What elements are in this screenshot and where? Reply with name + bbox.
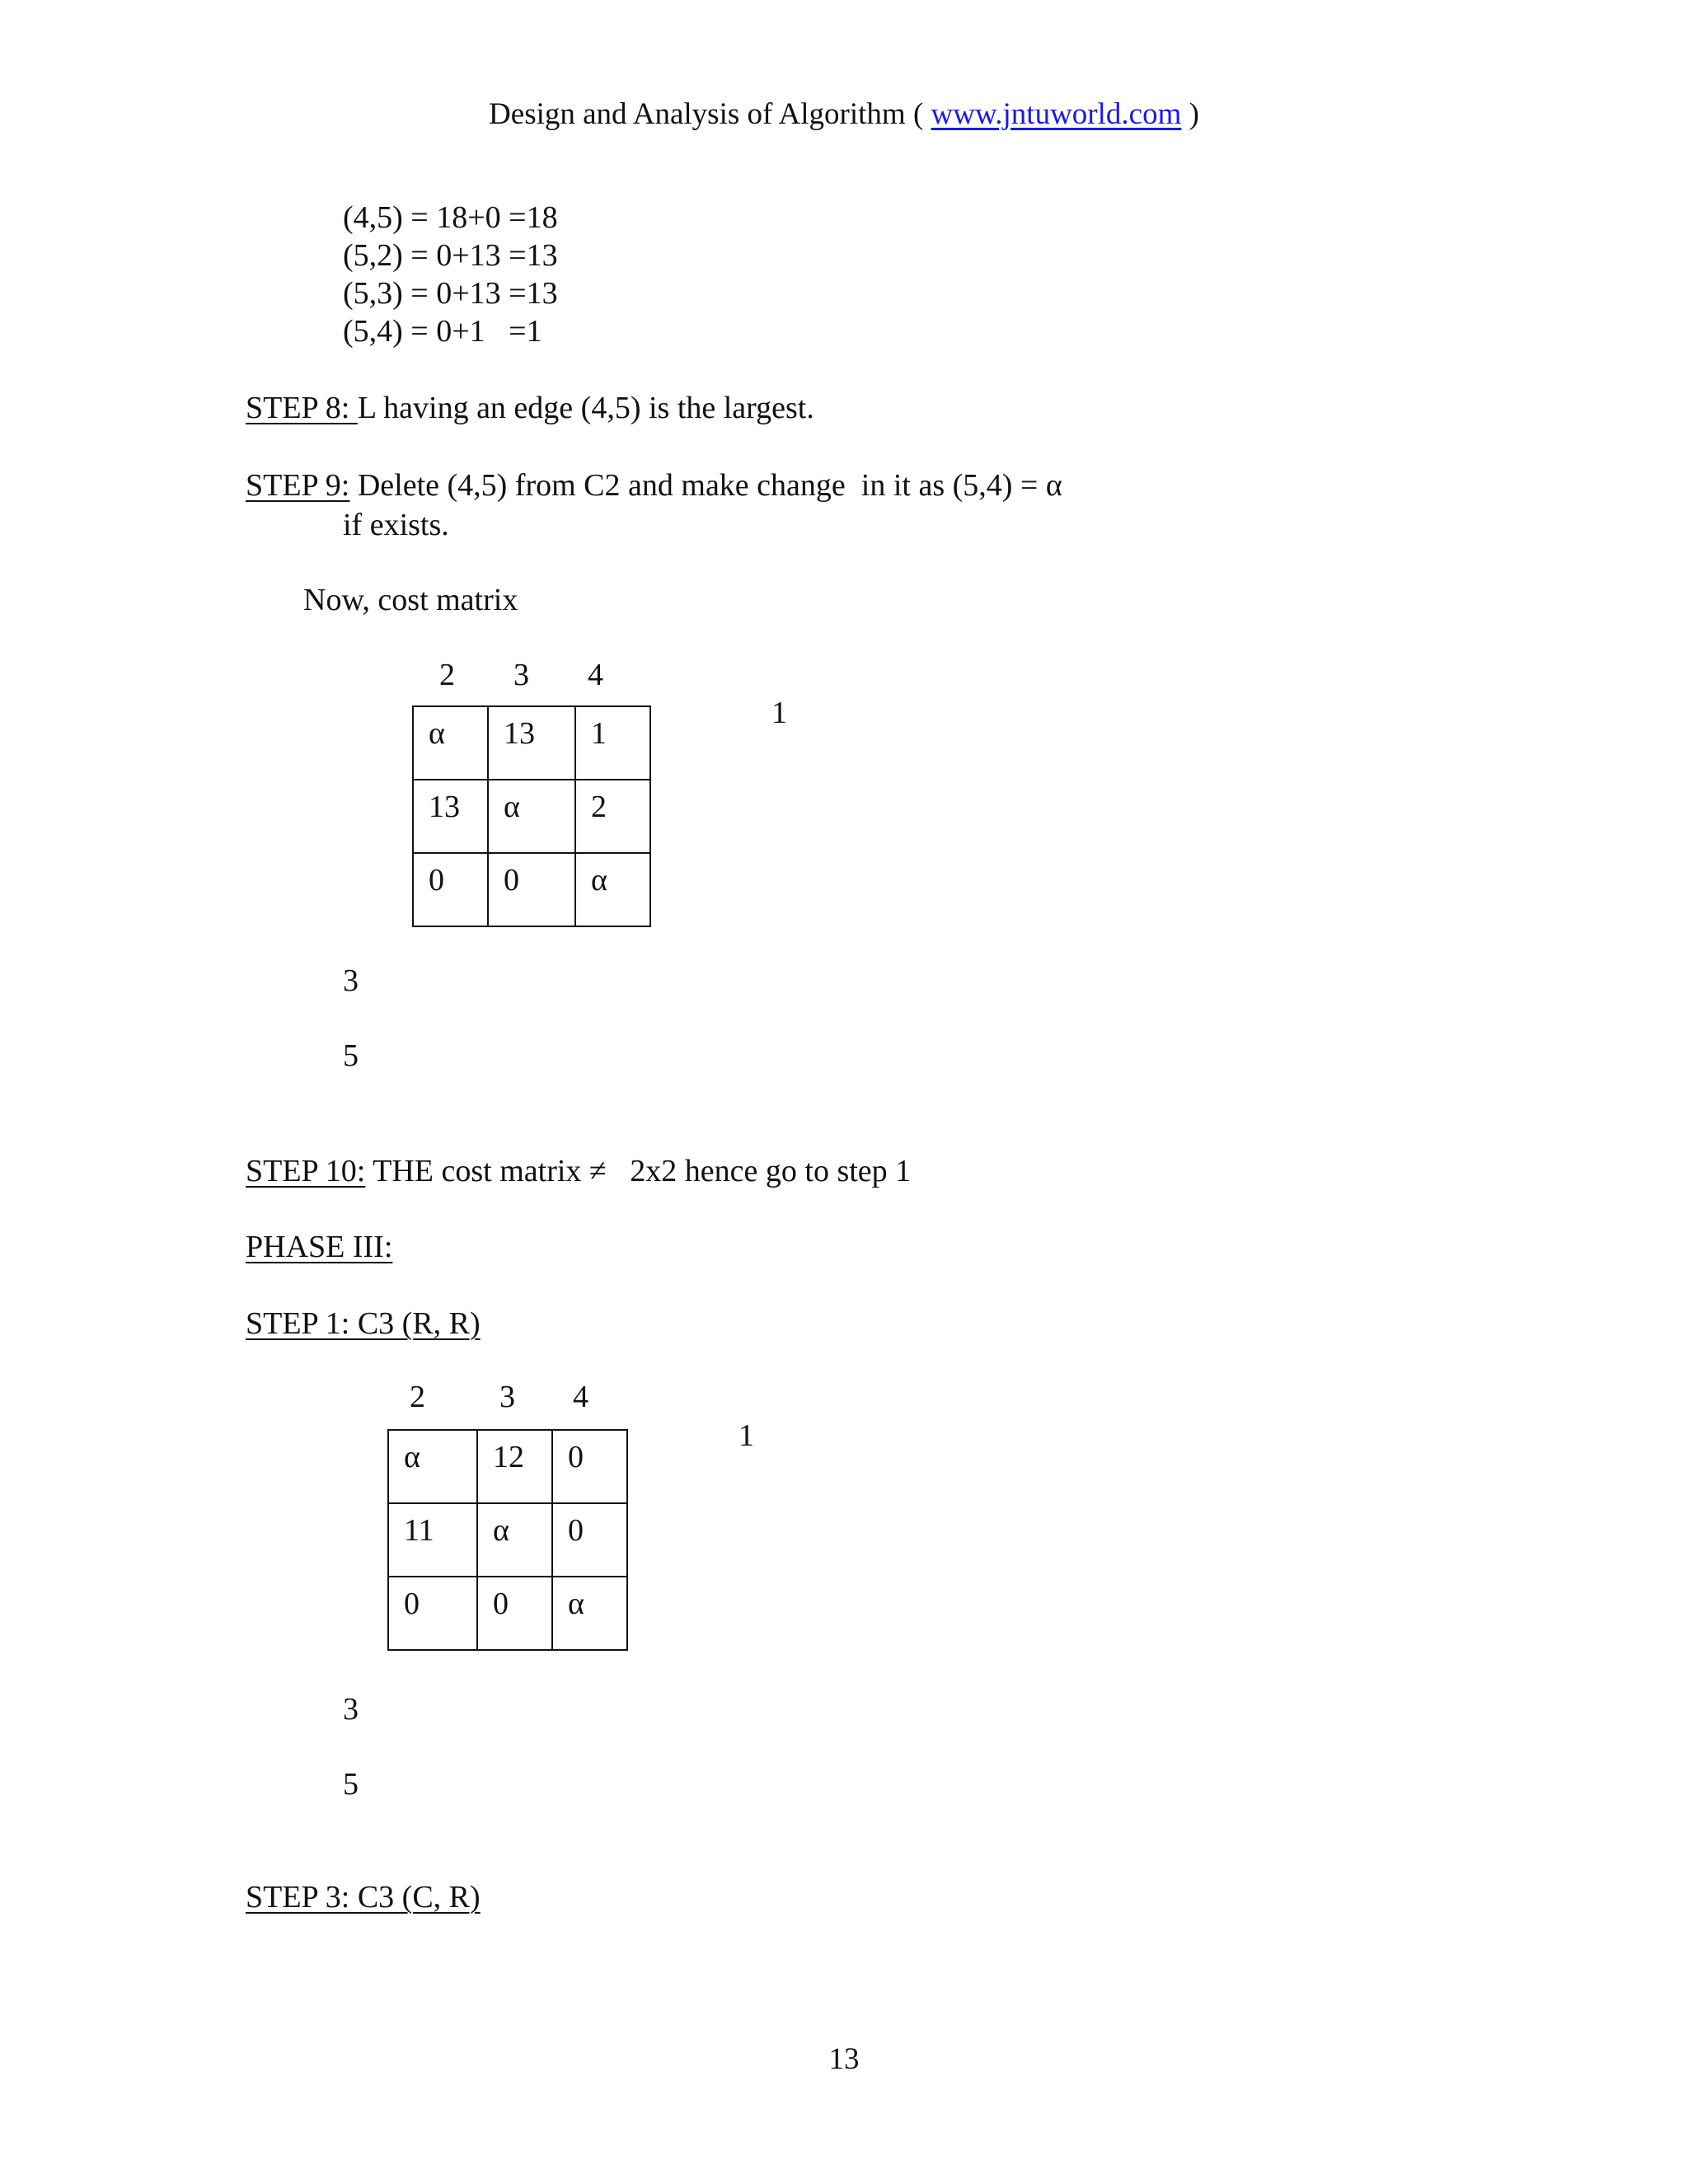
matrix-cell: 13	[413, 780, 488, 853]
matrix-cell: 0	[477, 1577, 552, 1650]
matrix-cell: 0	[388, 1577, 477, 1650]
now-cost-matrix-label: Now, cost matrix	[303, 583, 518, 617]
matrix1-col-header: 4	[588, 658, 603, 692]
step8-paragraph	[246, 391, 814, 427]
matrix-cell: 0	[552, 1503, 627, 1577]
matrix-cell: 0	[552, 1430, 627, 1503]
matrix-cell: 11	[388, 1503, 477, 1577]
step10-label: STEP 10:	[246, 1154, 366, 1188]
matrix1-row-label: 3	[343, 963, 359, 998]
matrix2-col-header: 2	[410, 1380, 425, 1414]
page-header	[0, 97, 1688, 133]
step9-label: STEP 9:	[246, 468, 350, 503]
cost-matrix-1	[412, 705, 651, 927]
matrix-cell: α	[575, 853, 650, 926]
matrix-cell: 2	[575, 780, 650, 853]
matrix-cell: α	[413, 706, 488, 780]
step8-label: STEP 8:	[246, 391, 358, 425]
calc-line-2: (5,2) = 0+13 =13	[343, 238, 558, 273]
step8-text: L having an edge (4,5) is the largest.	[357, 391, 814, 425]
matrix-cell: α	[552, 1577, 627, 1650]
step10-text: THE cost matrix ≠ 2x2 hence go to step 1	[365, 1154, 912, 1188]
phase-3-heading: PHASE III:	[246, 1230, 393, 1264]
matrix2-row-label: 1	[738, 1418, 754, 1453]
matrix-cell: α	[388, 1430, 477, 1503]
calc-line-1: (4,5) = 18+0 =18	[343, 200, 558, 235]
matrix-cell: 12	[477, 1430, 552, 1503]
matrix2-col-header: 3	[499, 1380, 515, 1414]
calc-line-3: (5,3) = 0+13 =13	[343, 276, 558, 311]
header-suffix: )	[1181, 97, 1199, 131]
step10-paragraph	[246, 1154, 911, 1190]
matrix2-col-header: 4	[573, 1380, 588, 1414]
step9-text: Delete (4,5) from C2 and make change in it as (5,4) = α	[349, 468, 1062, 503]
matrix-cell: α	[488, 780, 575, 853]
header-title: Design and Analysis of Algorithm (	[489, 97, 931, 131]
step1-heading: STEP 1: C3 (R, R)	[246, 1306, 481, 1341]
page-number: 13	[828, 2042, 860, 2076]
step9-paragraph	[246, 468, 1062, 504]
matrix1-row-label: 1	[771, 696, 787, 730]
calc-line-4: (5,4) = 0+1 =1	[343, 314, 542, 349]
matrix-cell: 1	[575, 706, 650, 780]
matrix-cell: 13	[488, 706, 575, 780]
matrix1-col-header: 3	[513, 658, 529, 692]
cost-matrix-2	[387, 1429, 628, 1651]
header-link[interactable]: www.jntuworld.com	[931, 97, 1182, 131]
matrix2-row-label: 3	[343, 1692, 359, 1727]
matrix1-row-label: 5	[343, 1038, 359, 1073]
matrix1-col-header: 2	[439, 658, 455, 692]
matrix-cell: α	[477, 1503, 552, 1577]
matrix-cell: 0	[488, 853, 575, 926]
matrix2-row-label: 5	[343, 1767, 359, 1802]
step3-heading: STEP 3: C3 (C, R)	[246, 1880, 481, 1915]
step9-continuation: if exists.	[343, 508, 449, 542]
matrix-cell: 0	[413, 853, 488, 926]
